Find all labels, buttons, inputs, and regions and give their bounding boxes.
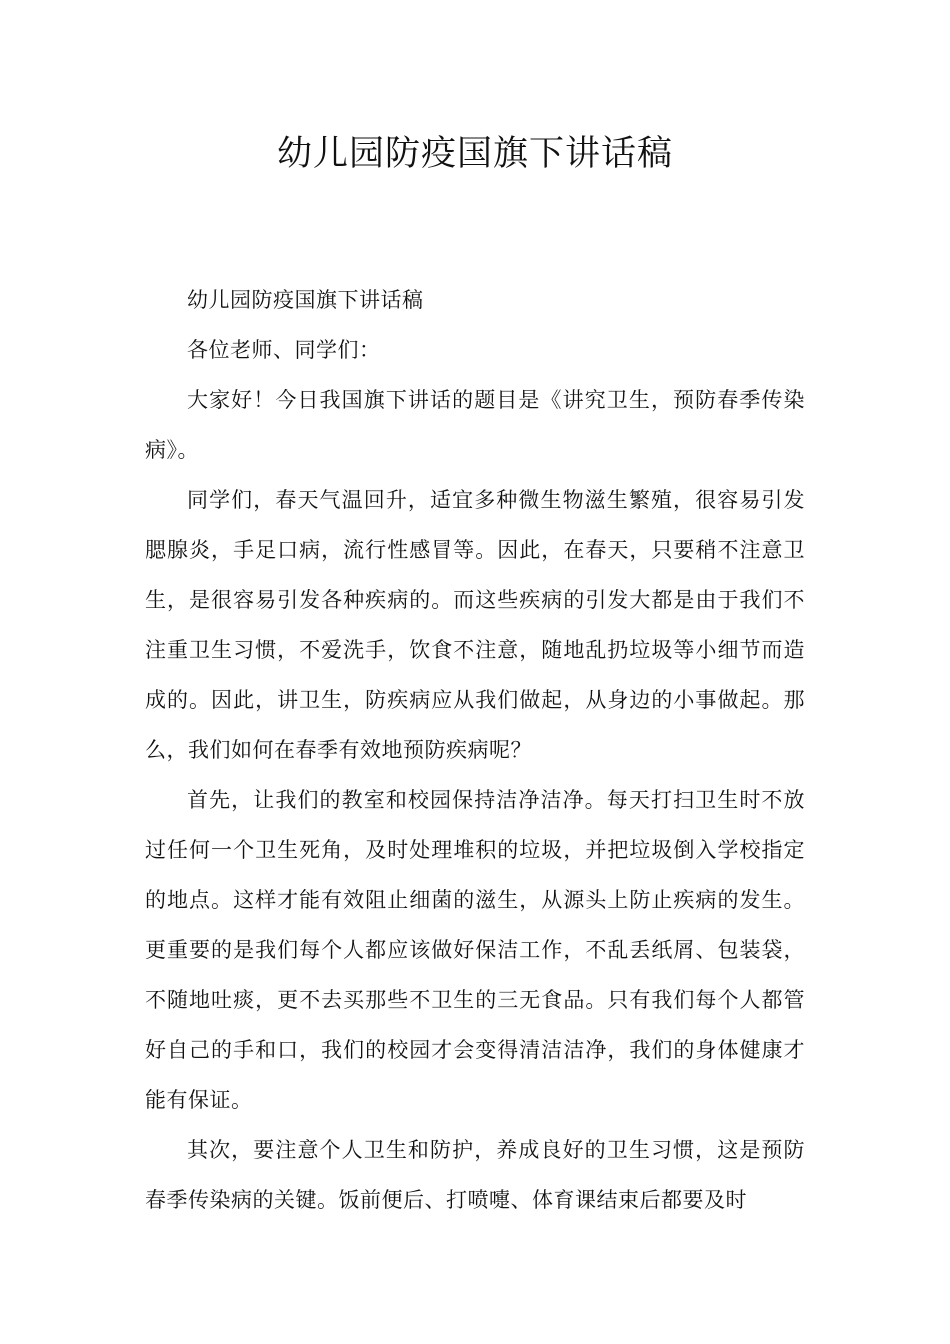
paragraph-second-point: 其次，要注意个人卫生和防护，养成良好的卫生习惯，这是预防春季传染病的关键。饭前便后、打喷嚏、体育课结束后都要及时 (145, 1138, 805, 1212)
document-title: 幼儿园防疫国旗下讲话稿 (276, 134, 673, 174)
paragraph-first-point: 首先，让我们的教室和校园保持洁净洁净。每天打扫卫生时不放过任何一个卫生死角，及时处理堆积的垃圾，并把垃圾倒入学校指定的地点。这样才能有效阻止细菌的滋生，从源头上防止疾病的发生。更重要的是我们每个人都应该做好保洁工作，不乱丢纸屑、包装袋，不随地吐痰，更不去买那些不卫生的三无食品。只有我们每个人都管好自己的手和口，我们的校园才会变得清洁洁净，我们的身体健康才能有保证。 (145, 788, 805, 1112)
paragraph-subtitle: 幼儿园防疫国旗下讲话稿 (187, 288, 424, 312)
paragraph-salutation: 各位老师、同学们： (187, 338, 381, 362)
document-body (145, 275, 805, 1225)
paragraph-greeting: 大家好！今日我国旗下讲话的题目是《讲究卫生，预防春季传染病》。 (145, 388, 805, 462)
paragraph-spring-diseases: 同学们，春天气温回升，适宜多种微生物滋生繁殖，很容易引发腮腺炎，手足口病，流行性感冒等。因此，在春天，只要稍不注意卫生，是很容易引发各种疾病的。而这些疾病的引发大都是由于我们不注重卫生习惯，不爱洗手，饮食不注意，随地乱扔垃圾等小细节而造成的。因此，讲卫生，防疾病应从我们做起，从身边的小事做起。那么，我们如何在春季有效地预防疾病呢？ (145, 488, 805, 762)
